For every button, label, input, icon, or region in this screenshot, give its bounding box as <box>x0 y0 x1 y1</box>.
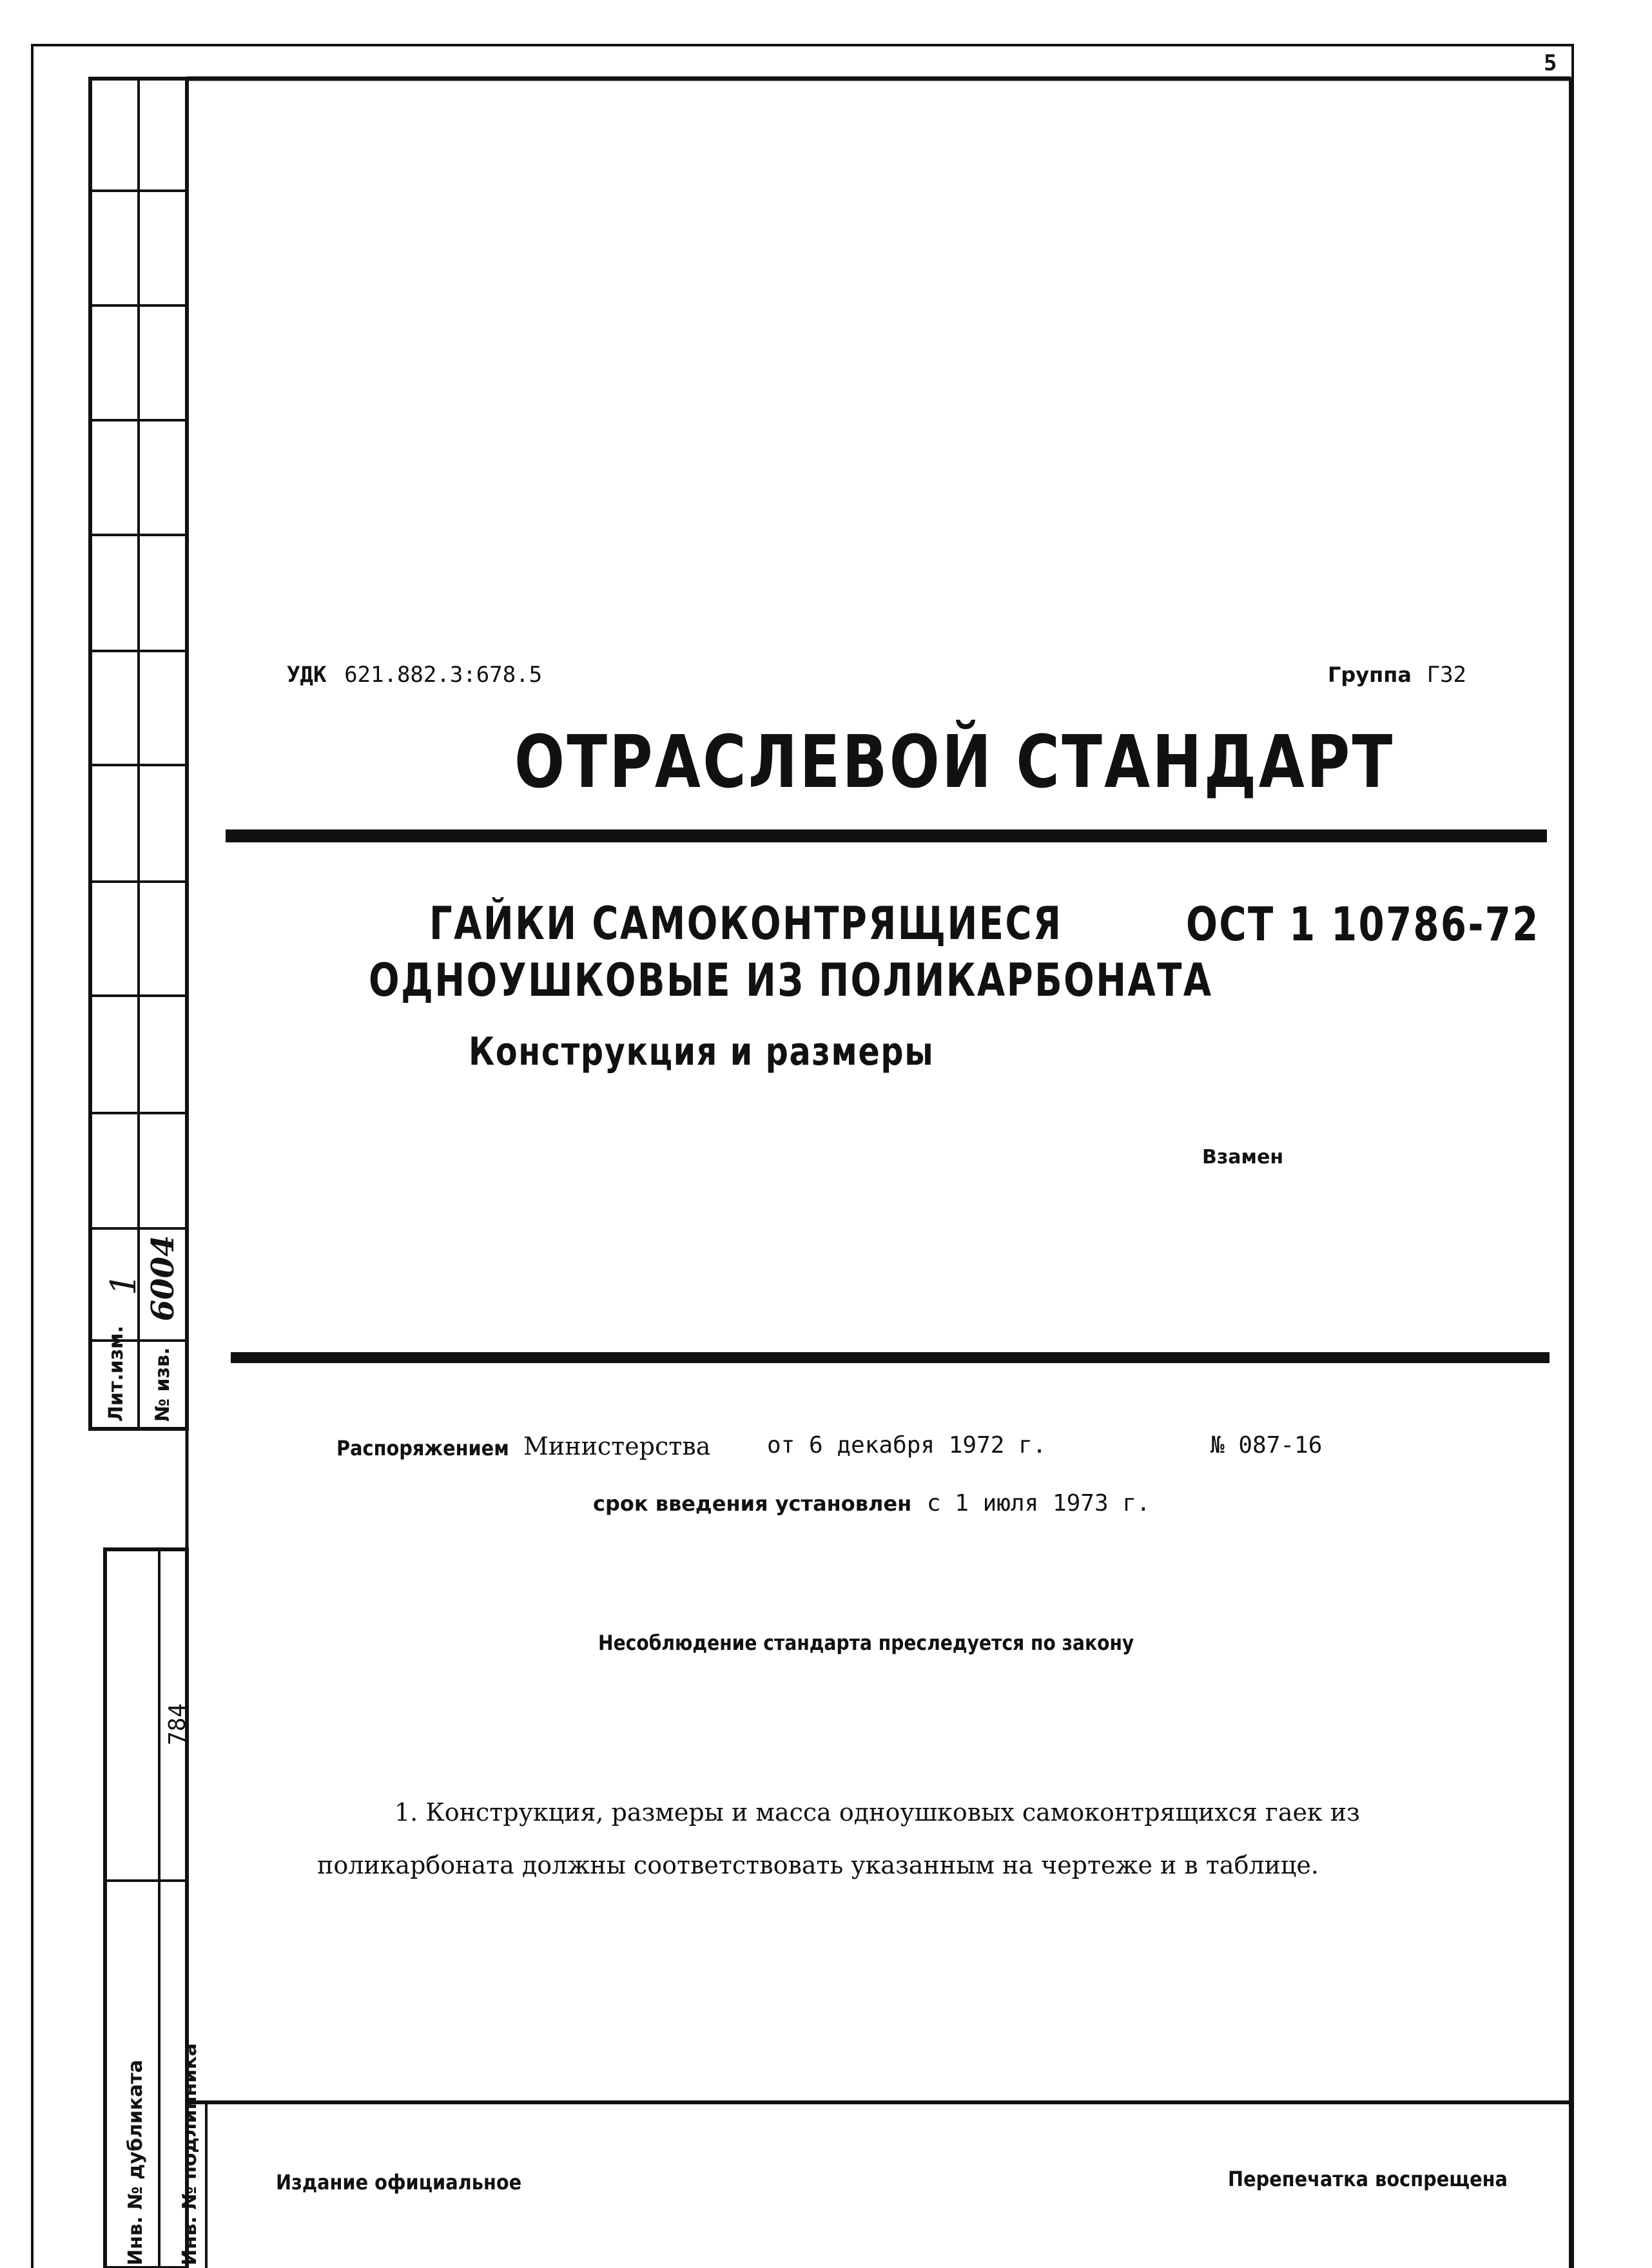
group-value: Г32 <box>1426 662 1467 688</box>
udk-line <box>287 662 542 688</box>
body-paragraph-line-2: поликарбоната должны соответствовать указанным на чертеже и в таблице. <box>317 1851 1319 1879</box>
decree-number: № 087-16 <box>1210 1432 1323 1459</box>
page-number: 5 <box>1544 50 1557 76</box>
replaces-label: Взамен <box>1202 1146 1284 1168</box>
stamp-inv-original-value: 784 <box>164 1703 191 1745</box>
body-paragraph-line-1: 1. Конструкция, размеры и масса одноушковых самоконтрящихся гаек из <box>394 1798 1360 1827</box>
group-line <box>1328 662 1466 688</box>
legal-warning: Несоблюдение стандарта преследуется по закону <box>598 1631 1134 1655</box>
title-line-2: ОДНОУШКОВЫЕ ИЗ ПОЛИКАРБОНАТА <box>369 954 1213 1007</box>
udk-label: УДК <box>287 662 327 688</box>
stamp-inv-original-label: Инв. № подлинника <box>179 2043 201 2265</box>
effective-label: срок введения установлен <box>593 1491 912 1516</box>
stamp-inv-duplicate-label: Инв. № дубликата <box>124 2059 147 2265</box>
title-line-1: ГАЙКИ САМОКОНТРЯЩИЕСЯ <box>429 897 1063 950</box>
effective-date: с 1 июля 1973 г. <box>926 1490 1151 1517</box>
footer-official-edition: Издание официальное <box>276 2170 522 2195</box>
decree-label: Распоряжением <box>336 1436 509 1460</box>
top-rule <box>226 829 1547 842</box>
decree-date: от 6 декабря 1972 г. <box>767 1432 1047 1459</box>
stamp-izv-label: № изв. <box>151 1347 174 1422</box>
stamp-izv-value: 6004 <box>145 1235 181 1321</box>
header-title: ОТРАСЛЕВОЙ СТАНДАРТ <box>514 721 1395 804</box>
stamp-lit-label: Лит.изм. <box>105 1325 128 1422</box>
title-subtitle: Конструкция и размеры <box>469 1029 935 1074</box>
standard-number: ОСТ 1 10786-72 <box>1186 897 1540 951</box>
group-label: Группа <box>1328 663 1412 687</box>
decree-authority: Министерства <box>523 1432 711 1460</box>
footer-reprint-prohibited: Перепечатка воспрещена <box>1228 2167 1508 2191</box>
bottom-rule <box>231 1352 1550 1363</box>
effective-line <box>593 1490 1151 1517</box>
udk-value: 621.882.3:678.5 <box>344 662 543 688</box>
stamp-lit-value: 1 <box>103 1273 144 1295</box>
